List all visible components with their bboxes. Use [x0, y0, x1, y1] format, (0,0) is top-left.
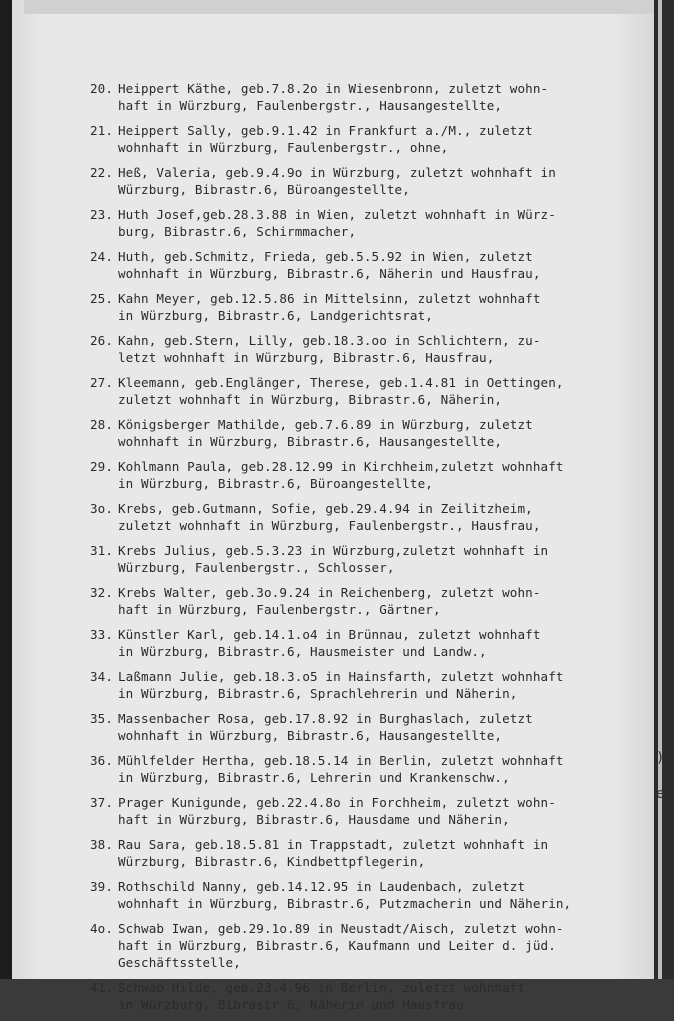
entry-line: Würzburg, Faulenbergstr., Schlosser,	[118, 559, 395, 575]
list-item	[90, 836, 650, 870]
entry-line: Königsberger Mathilde, geb.7.6.89 in Würzburg, zuletzt	[118, 416, 533, 432]
entry-text	[118, 248, 650, 282]
list-item	[90, 542, 650, 576]
list-item	[90, 794, 650, 828]
entry-line: Prager Kunigunde, geb.22.4.8o in Forchheim, zuletzt wohn-	[118, 794, 556, 810]
entry-number: 37.	[90, 794, 114, 810]
entry-number: 3o.	[90, 500, 114, 516]
entry-text	[118, 836, 650, 870]
entry-line: haft in Würzburg, Faulenbergstr., Gärtner,	[118, 601, 441, 617]
entry-line: Laßmann Julie, geb.18.3.o5 in Hainsfarth, zuletzt wohnhaft	[118, 668, 564, 684]
entry-text	[118, 794, 650, 828]
page-right-edge	[654, 0, 674, 979]
entry-text	[118, 878, 650, 912]
list-item	[90, 164, 650, 198]
list-item	[90, 626, 650, 660]
entry-line: Künstler Karl, geb.14.1.o4 in Brünnau, zuletzt wohnhaft	[118, 626, 541, 642]
entry-line: zuletzt wohnhaft in Würzburg, Faulenbergstr., Hausfrau,	[118, 517, 541, 533]
entry-line: Kahn, geb.Stern, Lilly, geb.18.3.oo in Schlichtern, zu-	[118, 332, 541, 348]
entry-number: 26.	[90, 332, 114, 348]
list-item	[90, 416, 650, 450]
entry-text	[118, 710, 650, 744]
entry-line: Würzburg, Bibrastr.6, Kindbettpflegerin,	[118, 853, 426, 869]
entry-text	[118, 752, 650, 786]
entry-line: Mühlfelder Hertha, geb.18.5.14 in Berlin, zuletzt wohnhaft	[118, 752, 564, 768]
entry-line: wohnhaft in Würzburg, Bibrastr.6, Hausangestellte,	[118, 727, 503, 743]
entry-number: 36.	[90, 752, 114, 768]
page-edge-highlight	[656, 0, 665, 979]
entry-line: Krebs Walter, geb.3o.9.24 in Reichenberg, zuletzt wohn-	[118, 584, 541, 600]
entry-line: letzt wohnhaft in Würzburg, Bibrastr.6, Hausfrau,	[118, 350, 495, 365]
entry-text	[118, 920, 650, 971]
entry-text	[118, 458, 650, 492]
entry-text	[118, 206, 650, 240]
person-list	[90, 80, 650, 1021]
list-item	[90, 80, 650, 114]
entry-line: Huth Josef,geb.28.3.88 in Wien, zuletzt wohnhaft in Würz-	[118, 206, 556, 222]
entry-line: in Würzburg, Bibrastr.6, Hausmeister und Landw.,	[118, 643, 487, 659]
entry-number: 20.	[90, 81, 114, 96]
entry-line: Krebs, geb.Gutmann, Sofie, geb.29.4.94 in Zeilitzheim,	[118, 500, 533, 516]
entry-line: Huth, geb.Schmitz, Frieda, geb.5.5.92 in Wien, zuletzt	[118, 248, 533, 264]
list-item	[90, 290, 650, 324]
entry-text	[118, 500, 650, 534]
entry-line: Kleemann, geb.Englänger, Therese, geb.1.4.81 in Oettingen,	[118, 374, 564, 390]
entry-line: in Würzburg, Bibrastr.6, Büroangestellte,	[118, 475, 433, 491]
entry-line: Krebs Julius, geb.5.3.23 in Würzburg,zuletzt wohnhaft in	[118, 542, 549, 558]
entry-text	[118, 164, 650, 198]
list-item	[90, 458, 650, 492]
entry-number: 34.	[90, 668, 114, 684]
entry-line: haft in Würzburg, Faulenbergstr., Hausangestellte,	[118, 98, 503, 114]
entry-number: 39.	[90, 878, 114, 894]
entry-line: Schwab Hilde, geb.23.4.96 in Berlin, zuletzt wohnhaft	[118, 979, 526, 995]
margin-mark: e	[656, 786, 665, 802]
list-item	[90, 248, 650, 282]
entry-number: 4o.	[90, 920, 114, 936]
entry-number: 28.	[90, 416, 114, 432]
entry-text	[118, 542, 650, 576]
list-item	[90, 878, 650, 912]
margin-mark: )	[656, 750, 665, 766]
entry-line: Massenbacher Rosa, geb.17.8.92 in Burghaslach, zuletzt	[118, 710, 533, 726]
entry-number: 27.	[90, 374, 114, 390]
entry-number: 32.	[90, 584, 114, 600]
entry-text	[118, 80, 650, 114]
entry-line: Heß, Valeria, geb.9.4.9o in Würzburg, zuletzt wohnhaft in	[118, 164, 556, 180]
entry-text	[118, 374, 650, 408]
entry-text	[118, 122, 650, 156]
entry-line: Rothschild Nanny, geb.14.12.95 in Laudenbach, zuletzt	[118, 878, 526, 894]
entry-line: Heippert Sally, geb.9.1.42 in Frankfurt a./M., zuletzt	[118, 122, 533, 138]
entry-text	[118, 290, 650, 324]
list-item	[90, 668, 650, 702]
entry-number: 23.	[90, 206, 114, 222]
list-item	[90, 374, 650, 408]
entry-number: 38.	[90, 836, 114, 852]
entry-number: 35.	[90, 710, 114, 726]
entry-line: Kohlmann Paula, geb.28.12.99 in Kirchheim,zuletzt wohnhaft	[118, 458, 564, 474]
binding-spine	[0, 0, 12, 979]
entry-number: 22.	[90, 164, 114, 180]
entry-line: haft in Würzburg, Bibrastr.6, Kaufmann und Leiter d. jüd.	[118, 937, 556, 953]
entry-line: in Würzburg, Bibrastr.6, Lehrerin und Krankenschw.,	[118, 769, 510, 785]
entry-text	[118, 979, 650, 1013]
entry-line: wohnhaft in Würzburg, Bibrastr.6, Näherin und Hausfrau,	[118, 266, 541, 282]
entry-line: in Würzburg, Bibrastr.6, Landgerichtsrat,	[118, 308, 433, 324]
entry-line: in Würzburg, Bibrastr.6, Sprachlehrerin und Näherin,	[118, 685, 518, 701]
list-item	[90, 584, 650, 618]
list-item	[90, 500, 650, 534]
list-item	[90, 710, 650, 744]
entry-line: burg, Bibrastr.6, Schirmmacher,	[118, 224, 357, 240]
page-top-edge	[24, 0, 658, 14]
entry-number: 29.	[90, 458, 114, 474]
entry-line: in Würzburg, Bibrastr.6, Näherin und Hausfrau	[118, 996, 464, 1012]
list-item	[90, 752, 650, 786]
entry-number: 21.	[90, 122, 114, 138]
entry-number: 31.	[90, 542, 114, 558]
entry-text	[118, 416, 650, 450]
entry-number: 33.	[90, 626, 114, 642]
entry-text	[118, 332, 650, 366]
entry-number: 25.	[90, 290, 114, 306]
entry-number: 41.	[90, 979, 114, 995]
entry-number: 24.	[90, 248, 114, 264]
list-item	[90, 920, 650, 971]
entry-line: wohnhaft in Würzburg, Bibrastr.6, Hausangestellte,	[118, 433, 503, 449]
entry-line: Heippert Käthe, geb.7.8.2o in Wiesenbronn, zuletzt wohn-	[118, 81, 549, 96]
entry-text	[118, 584, 650, 618]
entry-text	[118, 626, 650, 660]
entry-line: Würzburg, Bibrastr.6, Büroangestellte,	[118, 182, 410, 198]
entry-line: wohnhaft in Würzburg, Bibrastr.6, Putzmacherin und Näherin,	[118, 895, 572, 911]
list-item	[90, 122, 650, 156]
entry-line: Geschäftsstelle,	[118, 954, 241, 970]
entry-line: Schwab Iwan, geb.29.1o.89 in Neustadt/Aisch, zuletzt wohn-	[118, 920, 564, 936]
entry-line: zuletzt wohnhaft in Würzburg, Bibrastr.6, Näherin,	[118, 391, 503, 407]
entry-line: Kahn Meyer, geb.12.5.86 in Mittelsinn, zuletzt wohnhaft	[118, 290, 541, 306]
list-item	[90, 332, 650, 366]
list-item	[90, 979, 650, 1013]
entry-line: Rau Sara, geb.18.5.81 in Trappstadt, zuletzt wohnhaft in	[118, 836, 549, 852]
entry-line: haft in Würzburg, Bibrastr.6, Hausdame und Näherin,	[118, 811, 510, 827]
entry-text	[118, 668, 650, 702]
entry-line: wohnhaft in Würzburg, Faulenbergstr., ohne,	[118, 140, 449, 156]
list-item	[90, 206, 650, 240]
